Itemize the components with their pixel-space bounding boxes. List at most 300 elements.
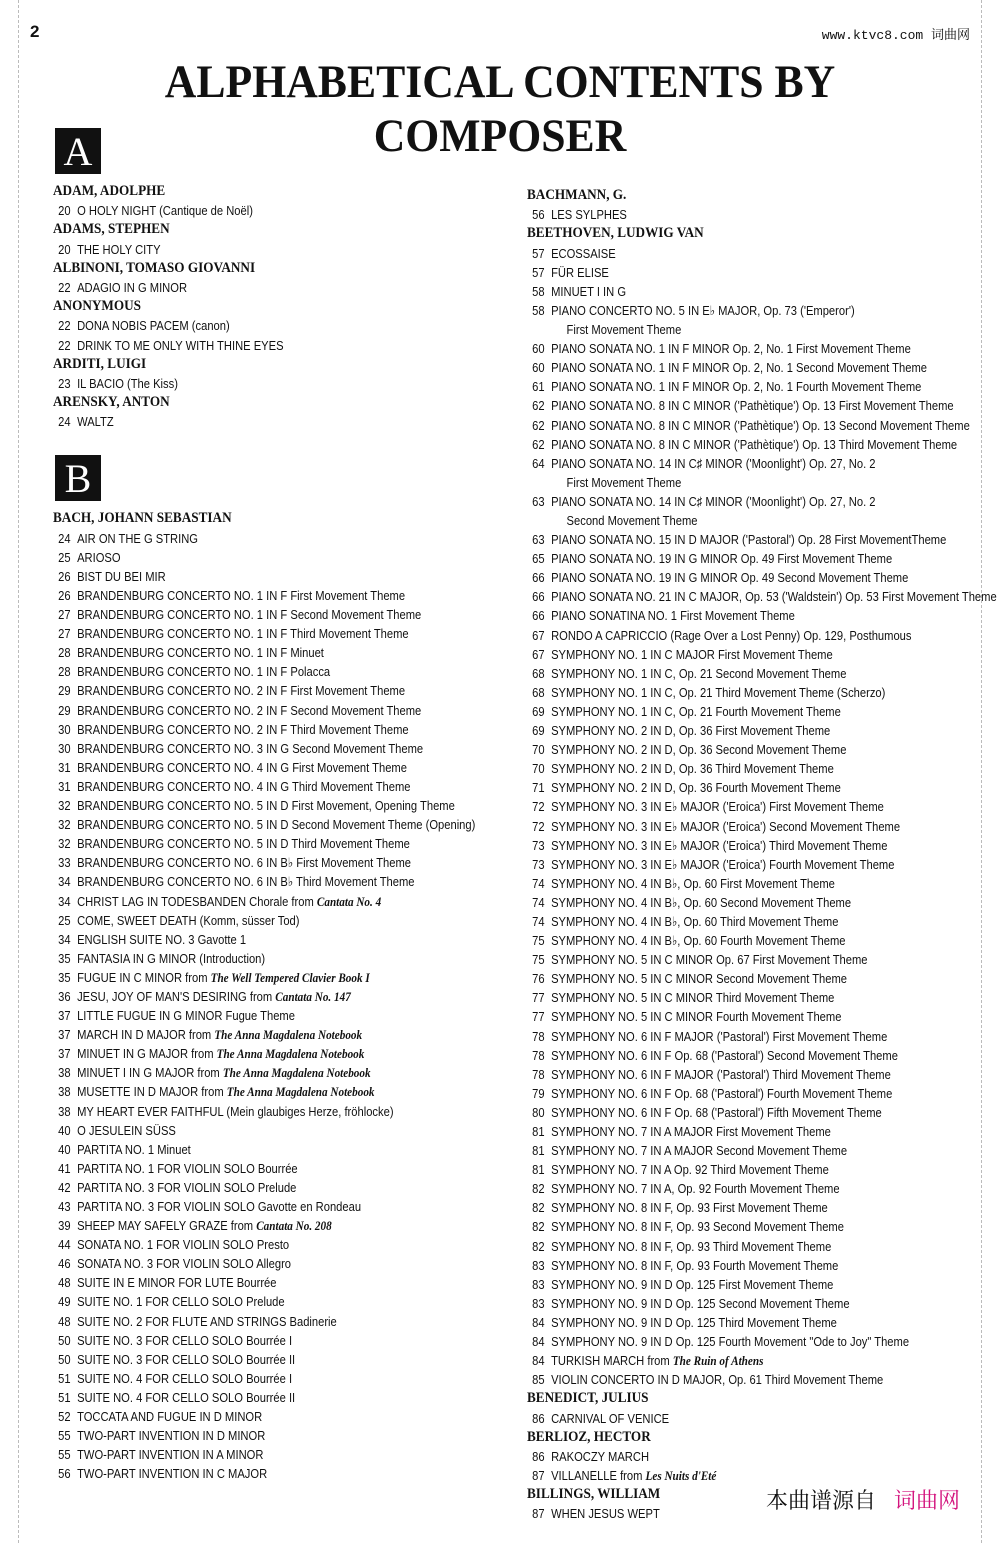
entry-title: DRINK TO ME ONLY WITH THINE EYES: [77, 337, 284, 353]
contents-entry[interactable]: [53, 968, 444, 987]
contents-entry[interactable]: [53, 529, 444, 548]
contents-entry[interactable]: [527, 1313, 923, 1332]
contents-entry[interactable]: [527, 1237, 923, 1256]
page-number: 2: [30, 22, 40, 41]
contents-entry[interactable]: [53, 1235, 444, 1254]
contents-entry[interactable]: [53, 336, 444, 355]
entry-title: SYMPHONY NO. 5 IN C MINOR Third Movement Theme: [551, 990, 835, 1006]
entry-title: First Movement Theme: [566, 474, 682, 490]
contents-entry[interactable]: [527, 1198, 923, 1217]
entry-title: SYMPHONY NO. 3 IN E♭ MAJOR ('Eroica') Third Movement Theme: [551, 837, 888, 853]
contents-entry[interactable]: [527, 950, 923, 969]
entry-source-work: The Anna Magdalena Notebook: [226, 1084, 375, 1100]
entry-page-number: 74: [532, 894, 545, 910]
entry-title: PIANO SONATA NO. 8 IN C MINOR ('Pathètique') Op. 13 Third Movement Theme: [551, 436, 958, 452]
entry-title: MUSETTE IN D MAJOR from: [77, 1084, 227, 1100]
entry-title: SONATA NO. 3 FOR VIOLIN SOLO Allegro: [77, 1256, 292, 1272]
entry-source-work: Cantata No. 4: [316, 893, 382, 909]
entry-page-number: 51: [58, 1389, 71, 1405]
contents-entry[interactable]: [527, 396, 954, 415]
composer-list-a: [53, 182, 508, 431]
entry-title: AIR ON THE G STRING: [77, 530, 199, 546]
entry-title: First Movement Theme: [566, 322, 682, 338]
contents-entry[interactable]: [527, 1122, 923, 1141]
entry-page-number: 64: [532, 455, 545, 471]
contents-entry[interactable]: [53, 1445, 444, 1464]
entry-page-number: 73: [532, 837, 545, 853]
entry-title: PIANO SONATA NO. 19 IN G MINOR Op. 49 First Movement Theme: [551, 551, 893, 567]
entry-page-number: 69: [532, 723, 545, 739]
contents-entry[interactable]: [527, 511, 923, 530]
contents-entry[interactable]: [527, 1103, 923, 1122]
entry-page-number: 69: [532, 703, 545, 719]
entry-title: SUITE NO. 4 FOR CELLO SOLO Bourrée II: [77, 1389, 296, 1405]
contents-entry[interactable]: [53, 624, 444, 643]
entry-page-number: 39: [58, 1218, 71, 1234]
entry-page-number: 83: [532, 1295, 545, 1311]
contents-entry[interactable]: [527, 1332, 923, 1351]
contents-entry[interactable]: [53, 643, 444, 662]
entry-title: SYMPHONY NO. 1 IN C, Op. 21 Second Movement Theme: [551, 665, 847, 681]
entry-title: SYMPHONY NO. 4 IN B♭, Op. 60 Third Movement Theme: [551, 913, 839, 929]
entry-page-number: 84: [532, 1314, 545, 1330]
contents-entry[interactable]: [527, 549, 923, 568]
contents-entry[interactable]: [527, 492, 923, 511]
entry-title: BRANDENBURG CONCERTO NO. 6 IN B♭ Third Movement Theme: [77, 874, 415, 890]
entry-page-number: 80: [532, 1104, 545, 1120]
contents-entry[interactable]: [527, 759, 923, 778]
entry-page-number: 24: [58, 414, 71, 430]
entry-page-number: 57: [532, 264, 545, 280]
entry-source-work: The Anna Magdalena Notebook: [216, 1046, 365, 1062]
contents-entry[interactable]: [527, 339, 923, 358]
entry-page-number: 25: [58, 912, 71, 928]
entry-page-number: 56: [532, 207, 545, 223]
entry-page-number: 81: [532, 1143, 545, 1159]
contents-entry[interactable]: [527, 320, 923, 339]
composer-name: BACHMANN, G.: [527, 187, 627, 203]
entry-title: TWO-PART INVENTION IN A MINOR: [77, 1447, 264, 1463]
contents-entry[interactable]: [53, 1350, 444, 1369]
entry-page-number: 30: [58, 740, 71, 756]
entry-title: PARTITA NO. 1 FOR VIOLIN SOLO Bourrée: [77, 1160, 298, 1176]
entry-title: TURKISH MARCH from: [551, 1353, 673, 1369]
entry-title: PIANO SONATA NO. 21 IN C MAJOR, Op. 53 ('Waldstein') Op. 53 First Movement Theme: [551, 589, 997, 605]
contents-entry[interactable]: [527, 740, 923, 759]
contents-entry[interactable]: [53, 1140, 444, 1159]
contents-entry[interactable]: [527, 1065, 923, 1084]
contents-entry[interactable]: [53, 987, 444, 1006]
entry-page-number: 25: [58, 549, 71, 565]
page-title: ALPHABETICAL CONTENTS BY COMPOSER: [164, 56, 836, 162]
entry-title: PIANO SONATA NO. 14 IN C♯ MINOR ('Moonlight') Op. 27, No. 2: [551, 455, 876, 471]
entry-page-number: 37: [58, 1027, 71, 1043]
entry-page-number: 78: [532, 1028, 545, 1044]
contents-entry[interactable]: [527, 1466, 923, 1485]
entry-page-number: 79: [532, 1085, 545, 1101]
contents-entry[interactable]: [527, 1217, 923, 1236]
contents-entry[interactable]: [53, 278, 444, 297]
contents-entry[interactable]: [527, 721, 923, 740]
entry-page-number: 24: [58, 530, 71, 546]
contents-entry[interactable]: [527, 587, 997, 606]
entry-title: BRANDENBURG CONCERTO NO. 1 IN F Second Movement Theme: [77, 607, 422, 623]
entry-page-number: 28: [58, 664, 71, 680]
entry-title: SYMPHONY NO. 7 IN A, Op. 92 Fourth Movement Theme: [551, 1181, 840, 1197]
entry-title: SYMPHONY NO. 2 IN D, Op. 36 Fourth Movement Theme: [551, 780, 841, 796]
entry-title: SYMPHONY NO. 7 IN A Op. 92 Third Movement Theme: [551, 1162, 829, 1178]
contents-entry[interactable]: [53, 796, 455, 815]
entry-title: MY HEART EVER FAITHFUL (Mein glaubiges Herze, fröhlocke): [77, 1103, 394, 1119]
entry-page-number: 72: [532, 818, 545, 834]
contents-entry[interactable]: [53, 1292, 444, 1311]
entry-title: SYMPHONY NO. 6 IN F Op. 68 ('Pastoral') Fifth Movement Theme: [551, 1104, 882, 1120]
contents-entry[interactable]: [53, 240, 444, 259]
contents-entry[interactable]: [53, 872, 444, 891]
contents-entry[interactable]: [53, 930, 444, 949]
contents-entry[interactable]: [527, 473, 923, 492]
entry-page-number: 42: [58, 1179, 71, 1195]
contents-entry[interactable]: [527, 797, 923, 816]
entry-title: PIANO SONATA NO. 15 IN D MAJOR ('Pastoral') Op. 28 First MovementTheme: [551, 532, 947, 548]
left-margin-strip: [0, 0, 19, 1543]
entry-page-number: 27: [58, 626, 71, 642]
entry-title: ENGLISH SUITE NO. 3 Gavotte 1: [77, 931, 247, 947]
entry-page-number: 61: [532, 379, 545, 395]
entry-page-number: 66: [532, 608, 545, 624]
contents-entry[interactable]: [527, 817, 923, 836]
entry-page-number: 40: [58, 1141, 71, 1157]
entry-title: SYMPHONY NO. 1 IN C, Op. 21 Third Movement Theme (Scherzo): [551, 684, 886, 700]
entry-page-number: 60: [532, 360, 545, 376]
contents-entry[interactable]: [53, 1082, 444, 1101]
entry-title: PIANO SONATA NO. 1 IN F MINOR Op. 2, No. 1 Second Movement Theme: [551, 360, 927, 376]
entry-title: BIST DU BEI MIR: [77, 568, 166, 584]
contents-entry[interactable]: [53, 892, 444, 911]
contents-entry[interactable]: [53, 586, 444, 605]
entry-title: SYMPHONY NO. 6 IN F Op. 68 ('Pastoral') Fourth Movement Theme: [551, 1085, 893, 1101]
contents-entry[interactable]: [53, 605, 444, 624]
entry-source-work: The Anna Magdalena Notebook: [222, 1065, 371, 1081]
entry-page-number: 31: [58, 778, 71, 794]
contents-entry[interactable]: [53, 1312, 444, 1331]
contents-entry[interactable]: [527, 606, 923, 625]
entry-page-number: 86: [532, 1449, 545, 1464]
composer-name: ARDITI, LUIGI: [53, 355, 147, 372]
entry-title: FÜR ELISE: [551, 264, 609, 280]
contents-entry[interactable]: [527, 1160, 923, 1179]
entry-title: VILLANELLE from: [551, 1468, 646, 1484]
entry-page-number: 48: [58, 1275, 71, 1291]
entry-title: SHEEP MAY SAFELY GRAZE from: [77, 1218, 257, 1234]
entry-source-work: The Ruin of Athens: [672, 1353, 764, 1369]
entry-page-number: 56: [58, 1466, 71, 1482]
contents-entry[interactable]: [527, 1007, 923, 1026]
contents-entry[interactable]: [53, 1025, 444, 1044]
entry-title: IL BACIO (The Kiss): [77, 375, 178, 391]
entry-title: BRANDENBURG CONCERTO NO. 2 IN F Second Movement Theme: [77, 702, 422, 718]
contents-entry[interactable]: [527, 855, 923, 874]
composer-name: BERLIOZ, HECTOR: [527, 1428, 651, 1445]
entry-page-number: 84: [532, 1353, 545, 1369]
entry-title: BRANDENBURG CONCERTO NO. 5 IN D First Movement, Opening Theme: [77, 798, 455, 814]
composer-list-b: [527, 186, 997, 1524]
contents-entry[interactable]: [53, 1388, 444, 1407]
contents-entry[interactable]: [53, 1121, 444, 1140]
entry-title: CHRIST LAG IN TODESBANDEN Chorale from: [77, 893, 317, 909]
contents-entry[interactable]: [53, 1254, 444, 1273]
entry-page-number: 34: [58, 893, 71, 909]
entry-title: JESU, JOY OF MAN'S DESIRING from: [77, 988, 276, 1004]
contents-entry[interactable]: [53, 1102, 444, 1121]
entry-page-number: 73: [532, 856, 545, 872]
entry-page-number: 34: [58, 874, 71, 890]
contents-entry[interactable]: [53, 834, 444, 853]
entry-title: SYMPHONY NO. 1 IN C MAJOR First Movement Theme: [551, 646, 833, 662]
contents-entry[interactable]: [53, 374, 444, 393]
entry-source-work: The Anna Magdalena Notebook: [214, 1027, 363, 1043]
entry-title: SUITE NO. 3 FOR CELLO SOLO Bourrée I: [77, 1332, 293, 1348]
entry-page-number: 32: [58, 836, 71, 852]
contents-entry[interactable]: [527, 1179, 923, 1198]
entry-title: O HOLY NIGHT (Cantique de Noël): [77, 203, 253, 219]
entry-page-number: 50: [58, 1351, 71, 1367]
contents-entry[interactable]: [53, 1407, 444, 1426]
contents-entry[interactable]: [527, 435, 958, 454]
contents-entry[interactable]: [53, 412, 444, 431]
contents-entry[interactable]: [527, 1370, 923, 1389]
entry-page-number: 52: [58, 1409, 71, 1425]
contents-entry[interactable]: [527, 1084, 923, 1103]
entry-page-number: 83: [532, 1276, 545, 1292]
entry-title: COME, SWEET DEATH (Komm, süsser Tod): [77, 912, 300, 928]
contents-entry[interactable]: [53, 567, 444, 586]
contents-entry[interactable]: [527, 683, 923, 702]
entry-title: TWO-PART INVENTION IN C MAJOR: [77, 1466, 268, 1482]
contents-entry[interactable]: [53, 201, 444, 220]
entry-title: SYMPHONY NO. 3 IN E♭ MAJOR ('Eroica') First Movement Theme: [551, 799, 884, 815]
contents-entry[interactable]: [53, 815, 476, 834]
entry-page-number: 86: [532, 1410, 545, 1426]
contents-entry[interactable]: [53, 1197, 444, 1216]
entry-title: PIANO SONATINA NO. 1 First Movement Theme: [551, 608, 795, 624]
contents-entry[interactable]: [527, 778, 923, 797]
entry-title: SYMPHONY NO. 9 IN D Op. 125 Fourth Movement "Ode to Joy" Theme: [551, 1334, 910, 1350]
entry-page-number: 38: [58, 1084, 71, 1100]
entry-page-number: 63: [532, 493, 545, 509]
composer-name: ARENSKY, ANTON: [53, 394, 170, 411]
entry-page-number: 32: [58, 798, 71, 814]
entry-title: SUITE NO. 3 FOR CELLO SOLO Bourrée II: [77, 1351, 296, 1367]
entry-title: PARTITA NO. 3 FOR VIOLIN SOLO Gavotte en Rondeau: [77, 1199, 362, 1215]
composer-name: BILLINGS, WILLIAM: [527, 1486, 661, 1503]
composer-name: ANONYMOUS: [53, 298, 141, 315]
entry-page-number: 78: [532, 1047, 545, 1063]
entry-page-number: 67: [532, 646, 545, 662]
contents-entry[interactable]: [527, 626, 923, 645]
contents-entry[interactable]: [527, 454, 923, 473]
contents-entry[interactable]: [53, 1044, 444, 1063]
entry-page-number: 23: [58, 375, 71, 391]
contents-entry[interactable]: [527, 1027, 923, 1046]
contents-entry[interactable]: [53, 1369, 444, 1388]
entry-page-number: 22: [58, 337, 71, 353]
contents-entry[interactable]: [53, 1464, 444, 1483]
contents-entry[interactable]: [527, 645, 923, 664]
entry-page-number: 75: [532, 952, 545, 968]
entry-page-number: 83: [532, 1257, 545, 1273]
contents-entry[interactable]: [53, 316, 444, 335]
contents-entry[interactable]: [527, 358, 927, 377]
entry-page-number: 57: [532, 245, 545, 261]
entry-page-number: 82: [532, 1200, 545, 1216]
entry-page-number: 38: [58, 1065, 71, 1081]
contents-entry[interactable]: [527, 244, 923, 263]
entry-title: SYMPHONY NO. 4 IN B♭, Op. 60 First Movement Theme: [551, 875, 835, 891]
entry-title: SYMPHONY NO. 8 IN F, Op. 93 First Movement Theme: [551, 1200, 828, 1216]
contents-entry[interactable]: [527, 1409, 923, 1428]
contents-entry[interactable]: [53, 1006, 444, 1025]
entry-page-number: 58: [532, 302, 545, 318]
entry-title: SYMPHONY NO. 6 IN F MAJOR ('Pastoral') First Movement Theme: [551, 1028, 888, 1044]
contents-entry[interactable]: [527, 874, 923, 893]
entry-title: SYMPHONY NO. 3 IN E♭ MAJOR ('Eroica') Fourth Movement Theme: [551, 856, 895, 872]
entry-page-number: 87: [532, 1506, 545, 1522]
contents-entry[interactable]: [53, 662, 444, 681]
contents-entry[interactable]: [53, 911, 444, 930]
contents-entry[interactable]: [527, 912, 923, 931]
entry-page-number: 32: [58, 817, 71, 833]
entry-title: FANTASIA IN G MINOR (Introduction): [77, 950, 266, 966]
contents-entry[interactable]: [53, 1331, 444, 1350]
entry-source-work: The Well Tempered Clavier Book I: [210, 969, 370, 985]
contents-entry[interactable]: [53, 1426, 444, 1445]
site-url[interactable]: www.ktvc8.com 词曲网: [821, 28, 970, 43]
entry-page-number: 48: [58, 1313, 71, 1329]
entry-page-number: 26: [58, 588, 71, 604]
entry-page-number: 60: [532, 341, 545, 357]
entry-page-number: 81: [532, 1162, 545, 1178]
entry-title: VIOLIN CONCERTO IN D MAJOR, Op. 61 Third Movement Theme: [551, 1372, 884, 1388]
contents-entry[interactable]: [527, 1351, 923, 1370]
entry-title: SYMPHONY NO. 2 IN D, Op. 36 Third Movement Theme: [551, 761, 834, 777]
entry-page-number: 77: [532, 990, 545, 1006]
entry-page-number: 70: [532, 742, 545, 758]
entry-page-number: 35: [58, 969, 71, 985]
contents-entry[interactable]: [527, 1447, 923, 1466]
contents-entry[interactable]: [53, 853, 444, 872]
contents-entry[interactable]: [527, 530, 947, 549]
entry-page-number: 74: [532, 875, 545, 891]
contents-entry[interactable]: [527, 301, 923, 320]
contents-entry[interactable]: [527, 1256, 923, 1275]
entry-title: PIANO CONCERTO NO. 5 IN E♭ MAJOR, Op. 73 ('Emperor'): [551, 302, 855, 318]
entry-title: SYMPHONY NO. 6 IN F MAJOR ('Pastoral') Third Movement Theme: [551, 1066, 891, 1082]
contents-entry[interactable]: [527, 282, 923, 301]
contents-entry[interactable]: [527, 836, 923, 855]
entry-page-number: 67: [532, 627, 545, 643]
entry-page-number: 28: [58, 645, 71, 661]
contents-entry[interactable]: [53, 739, 444, 758]
contents-entry[interactable]: [53, 1178, 444, 1197]
contents-entry[interactable]: [527, 931, 923, 950]
entry-title: SYMPHONY NO. 7 IN A MAJOR Second Movement Theme: [551, 1143, 848, 1159]
entry-source-work: Cantata No. 208: [256, 1218, 332, 1234]
contents-entry[interactable]: [53, 758, 444, 777]
entry-title: BRANDENBURG CONCERTO NO. 1 IN F First Movement Theme: [77, 588, 406, 604]
entry-page-number: 87: [532, 1468, 545, 1484]
contents-entry[interactable]: [53, 1273, 444, 1292]
entry-title: LITTLE FUGUE IN G MINOR Fugue Theme: [77, 1008, 295, 1024]
entry-title: MARCH IN D MAJOR from: [77, 1027, 215, 1043]
entry-page-number: 35: [58, 950, 71, 966]
entry-title: SYMPHONY NO. 6 IN F Op. 68 ('Pastoral') Second Movement Theme: [551, 1047, 898, 1063]
contents-entry[interactable]: [527, 664, 923, 683]
entry-title: SYMPHONY NO. 9 IN D Op. 125 First Movement Theme: [551, 1276, 834, 1292]
composer-name: BACH, JOHANN SEBASTIAN: [53, 510, 232, 527]
contents-entry[interactable]: [527, 702, 923, 721]
contents-entry[interactable]: [527, 1141, 923, 1160]
contents-entry[interactable]: [53, 548, 444, 567]
contents-entry[interactable]: [53, 681, 444, 700]
contents-entry[interactable]: [527, 969, 923, 988]
contents-entry[interactable]: [53, 949, 444, 968]
entry-title: BRANDENBURG CONCERTO NO. 2 IN F First Movement Theme: [77, 683, 406, 699]
contents-entry[interactable]: [527, 568, 923, 587]
contents-entry[interactable]: [527, 377, 923, 396]
entry-title: SYMPHONY NO. 4 IN B♭, Op. 60 Fourth Movement Theme: [551, 933, 846, 949]
contents-entry[interactable]: [527, 416, 970, 435]
contents-entry[interactable]: [527, 263, 923, 282]
footer-watermark: [766, 1484, 960, 1515]
entry-title: SYMPHONY NO. 3 IN E♭ MAJOR ('Eroica') Second Movement Theme: [551, 818, 901, 834]
contents-entry[interactable]: [527, 988, 923, 1007]
right-column: [527, 186, 997, 1524]
contents-entry[interactable]: [527, 1294, 923, 1313]
entry-page-number: 55: [58, 1447, 71, 1463]
entry-title: ADAGIO IN G MINOR: [77, 280, 188, 296]
contents-entry[interactable]: [53, 720, 444, 739]
contents-entry[interactable]: [53, 1063, 444, 1082]
entry-title: BRANDENBURG CONCERTO NO. 6 IN B♭ First Movement Theme: [77, 855, 412, 871]
contents-entry[interactable]: [53, 701, 444, 720]
entry-title: LES SYLPHES: [551, 207, 627, 223]
entry-title: SUITE NO. 2 FOR FLUTE AND STRINGS Badinerie: [77, 1313, 337, 1329]
entry-page-number: 40: [58, 1122, 71, 1138]
entry-page-number: 62: [532, 417, 545, 433]
entry-title: BRANDENBURG CONCERTO NO. 5 IN D Third Movement Theme: [77, 836, 410, 852]
entry-page-number: 31: [58, 759, 71, 775]
contents-entry[interactable]: [527, 1275, 923, 1294]
contents-entry[interactable]: [53, 777, 444, 796]
entry-page-number: 66: [532, 570, 545, 586]
entry-title: SYMPHONY NO. 8 IN F, Op. 93 Fourth Movement Theme: [551, 1257, 839, 1273]
contents-entry[interactable]: [53, 1159, 444, 1178]
contents-entry[interactable]: [527, 205, 923, 224]
entry-title: ARIOSO: [77, 549, 121, 565]
contents-entry[interactable]: [527, 1046, 923, 1065]
entry-page-number: 81: [532, 1124, 545, 1139]
contents-entry[interactable]: [53, 1216, 444, 1235]
entry-page-number: 50: [58, 1332, 71, 1348]
entry-page-number: 29: [58, 702, 71, 718]
entry-title: SYMPHONY NO. 9 IN D Op. 125 Third Movement Theme: [551, 1314, 837, 1330]
entry-title: PARTITA NO. 1 Minuet: [77, 1141, 191, 1157]
entry-title: PIANO SONATA NO. 14 IN C♯ MINOR ('Moonlight') Op. 27, No. 2: [551, 493, 876, 509]
entry-source-work: Les Nuits d'Eté: [645, 1468, 717, 1484]
contents-entry[interactable]: [527, 893, 923, 912]
entry-page-number: 44: [58, 1237, 71, 1253]
